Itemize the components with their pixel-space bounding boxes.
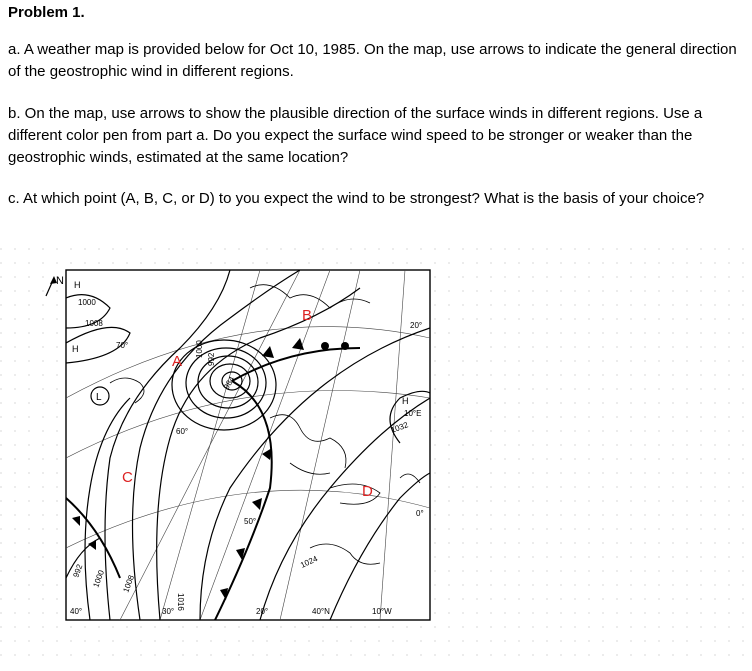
- high-center-label: H: [74, 280, 81, 290]
- question-c: c. At which point (A, B, C, or D) to you expect the wind to be strongest? What is the basis of your choice?: [8, 190, 705, 207]
- point-c: C: [122, 469, 133, 486]
- point-b: B: [302, 307, 313, 324]
- isobar-label: 1008: [85, 319, 103, 328]
- isobar-label: 992: [207, 352, 216, 366]
- north-label: N: [56, 275, 64, 287]
- isobar-label: 992: [71, 563, 85, 579]
- lat-label: 50°: [244, 517, 257, 526]
- high-center-label: H: [402, 396, 409, 406]
- question-b: b. On the map, use arrows to show the plausible direction of the surface winds in different regions. Use a different color pen from part a. Do you expect the surface wind speed to be stronger or weaker than the geostrophic winds, estimated at the same location?: [8, 105, 703, 166]
- question-a: a. A weather map is provided below for Oct 10, 1985. On the map, use arrows to indicate the general direction of the geostrophic wind in different regions.: [8, 41, 737, 80]
- isobar-label: 1024: [299, 554, 319, 570]
- isobar-label: 1000: [78, 298, 96, 307]
- high-center-label: H: [72, 344, 79, 354]
- map-frame: [66, 270, 430, 620]
- isobar-label: 1000: [195, 340, 204, 358]
- lat-label: 60°: [176, 427, 189, 436]
- isobar-label: 1032: [389, 420, 410, 435]
- isobar-label: 984: [221, 374, 237, 391]
- lon-label: 30°: [162, 607, 175, 616]
- lon-label: 20°: [410, 321, 423, 330]
- low-center-label: L: [96, 392, 102, 403]
- lon-label: 20°: [256, 607, 269, 616]
- isobar-label: 1000: [91, 568, 106, 589]
- weather-map: [0, 248, 752, 663]
- lat-label: 70°: [116, 341, 129, 350]
- isobar-label: 1016: [176, 593, 185, 611]
- point-d: D: [362, 483, 373, 500]
- lon-label: 0°: [416, 509, 424, 518]
- isobar-label: 1008: [121, 573, 136, 594]
- lon-label: 10°W: [372, 607, 392, 616]
- lat-label: 40°N: [312, 607, 330, 616]
- point-a: A: [172, 353, 183, 370]
- lon-label: 10°E: [404, 409, 422, 418]
- problem-title: Problem 1.: [8, 4, 85, 21]
- lon-label: 40°: [70, 607, 83, 616]
